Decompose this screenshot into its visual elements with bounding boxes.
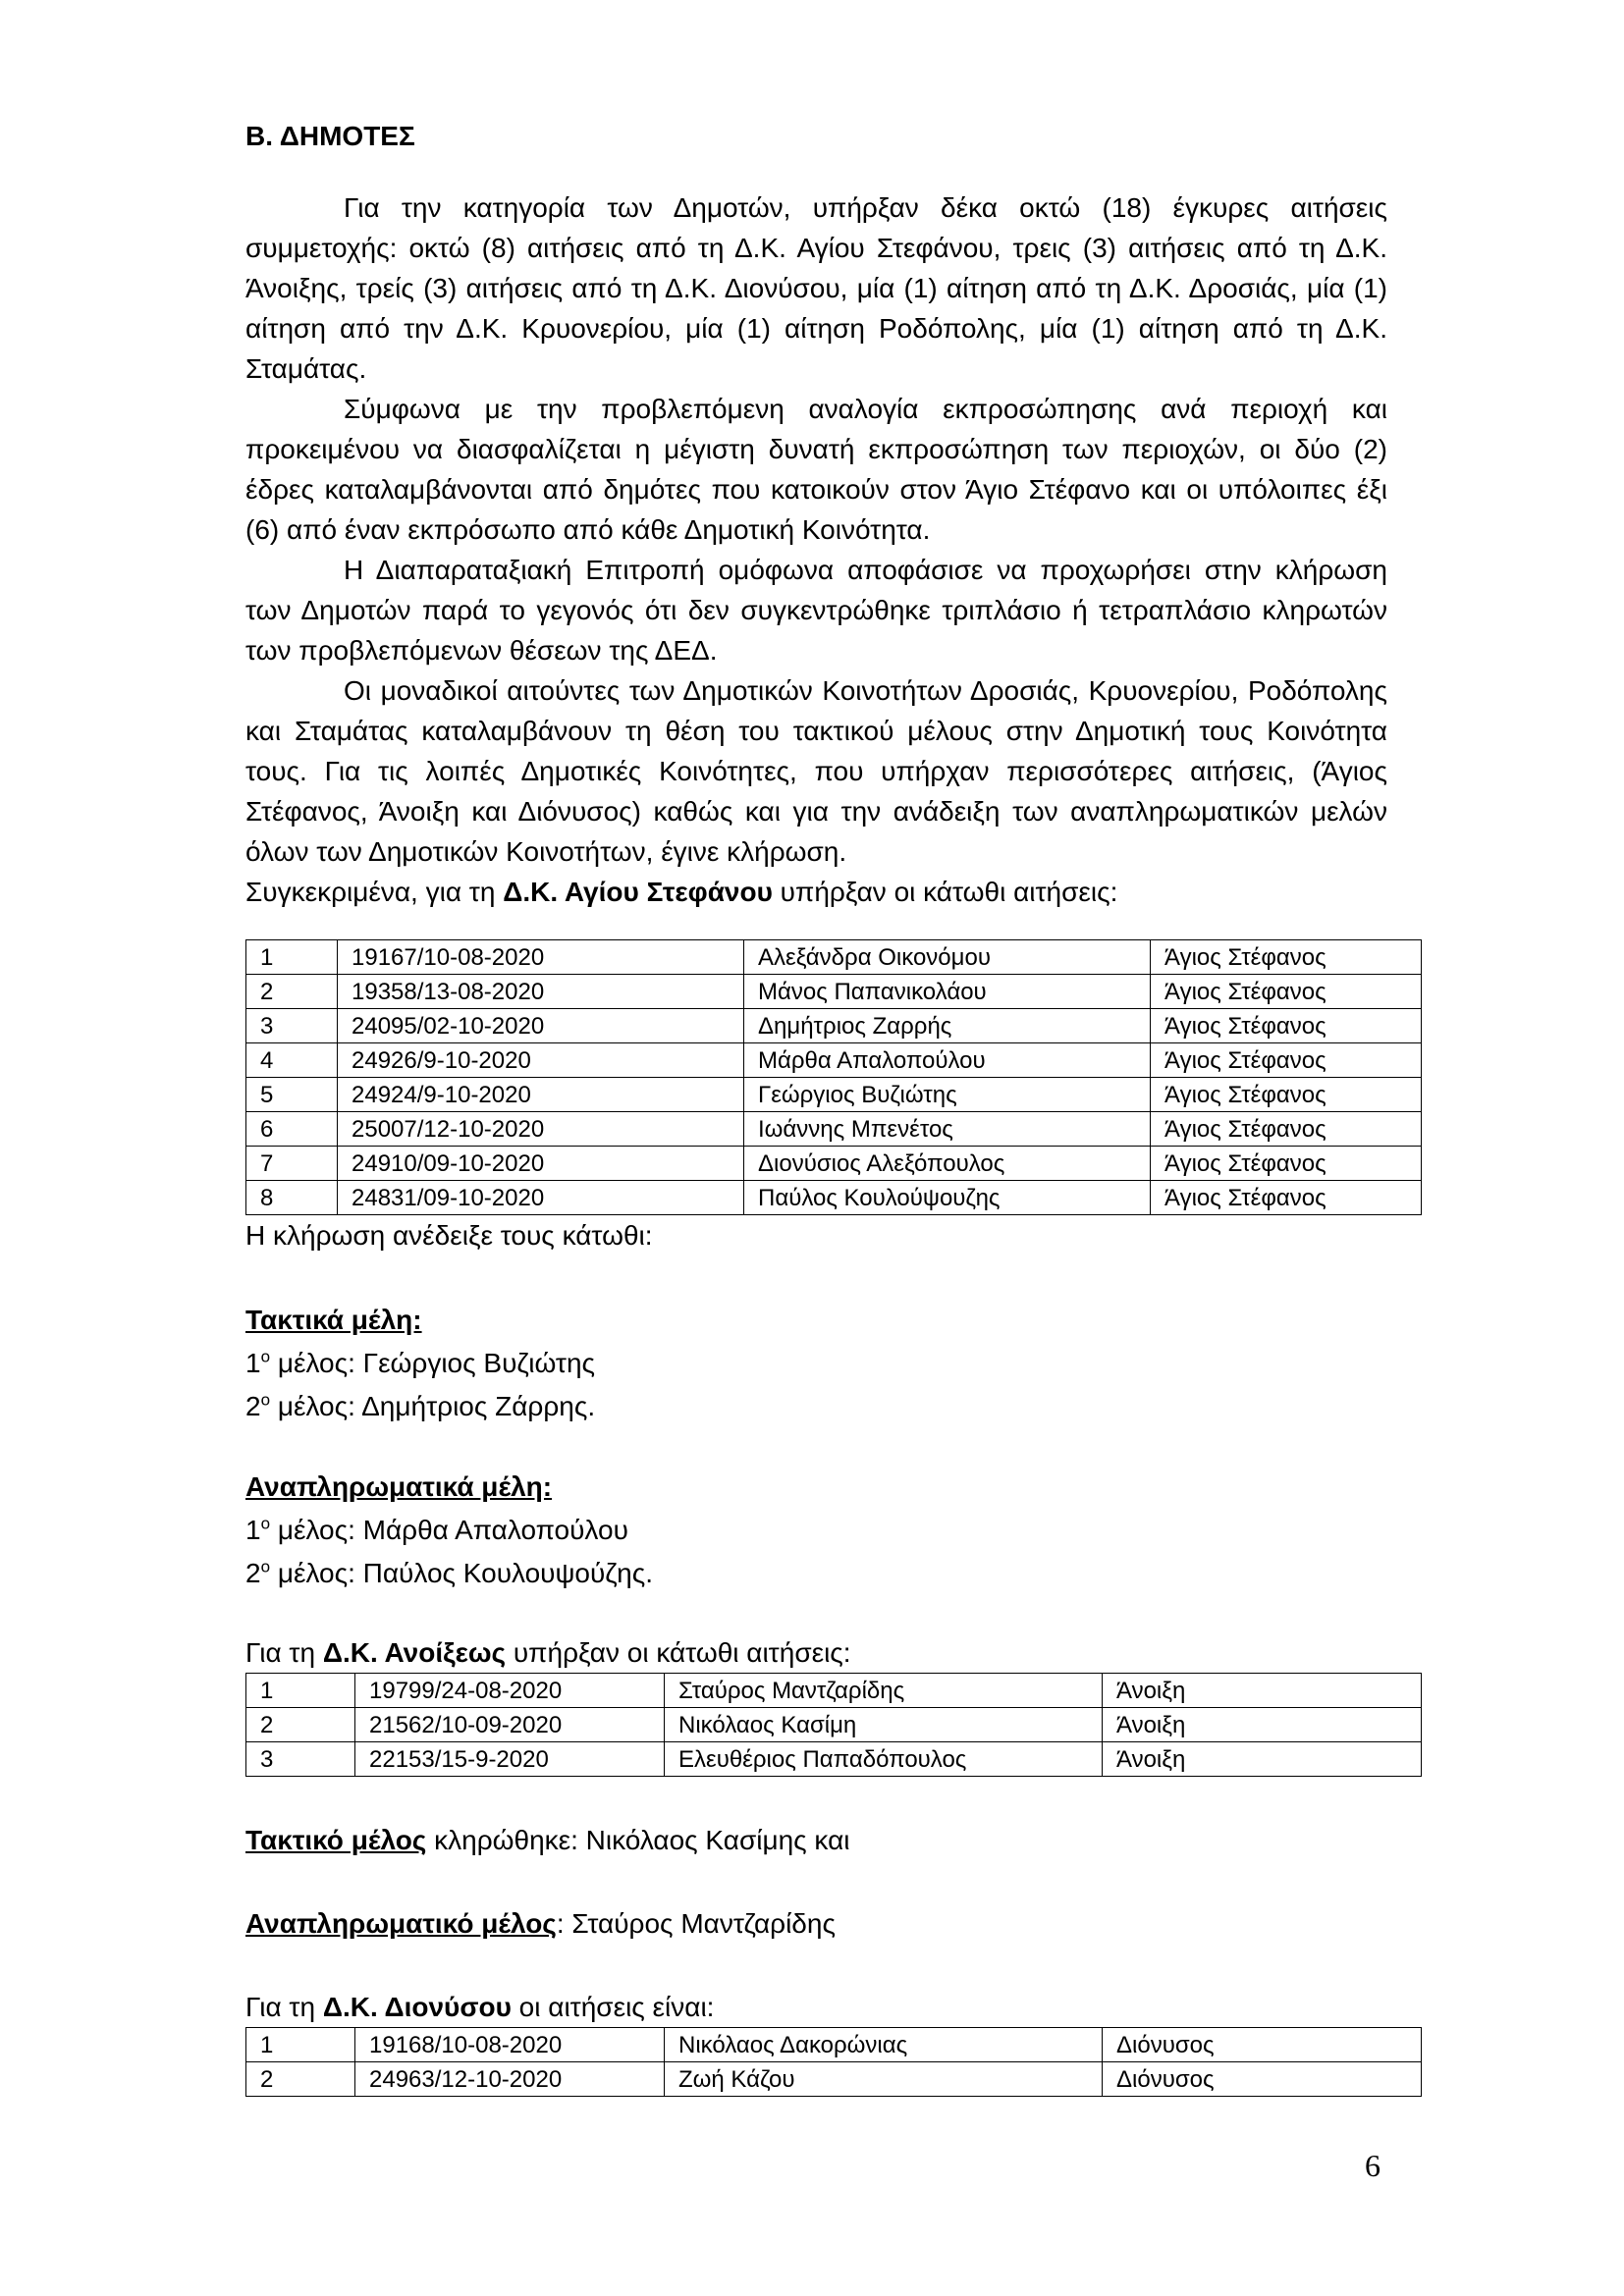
applicant-name-cell: Μάρθα Απαλοπούλου xyxy=(744,1043,1151,1078)
protocol-number-cell: 19168/10-08-2020 xyxy=(355,2028,665,2062)
protocol-number-cell: 21562/10-09-2020 xyxy=(355,1708,665,1742)
row-number-cell: 8 xyxy=(246,1181,338,1215)
member-ordinal: 1 xyxy=(245,1348,261,1378)
agios-applications-table xyxy=(245,939,1422,1215)
member-ordinal: 2 xyxy=(245,1558,261,1588)
member-line xyxy=(245,1509,1387,1552)
anoixi-intro-post: υπήρξαν οι κάτωθι αιτήσεις: xyxy=(506,1637,851,1668)
dionysos-intro-pre: Για τη xyxy=(245,1992,323,2022)
paragraph: Σύμφωνα με την προβλεπόμενη αναλογία εκπροσώπησης ανά περιοχή και προκειμένου να διασφαλίζεται η μέγιστη δυνατή εκπροσώπηση των περιοχών, οι δύο (2) έδρες καταλαμβάνονται από δημότες που κατοικούν στον Άγιο Στέφανο και οι υπόλοιπες έξι (6) από έναν εκπρόσωπο από κάθε Δημοτική Κοινότητα. xyxy=(245,394,1387,545)
paragraph: Οι μοναδικοί αιτούντες των Δημοτικών Κοινοτήτων Δροσιάς, Κρυονερίου, Ροδόπολης και Σταμάτας καταλαμβάνουν τη θέση του τακτικού μέλους στην Δημοτική τους Κοινότητα τους. Για τις λοιπές Δημοτικές Κοινότητες, που υπήρχαν περισσότερες αιτήσεις, (Άγιος Στέφανος, Άνοιξη και Διόνυσος) καθώς και για την ανάδειξη των αναπληρωματικών μελών όλων των Δημοτικών Κοινοτήτων, έγινε κλήρωση. xyxy=(245,675,1387,867)
protocol-number-cell: 19167/10-08-2020 xyxy=(338,940,744,975)
dionysos-intro-bold: Δ.Κ. Διονύσου xyxy=(322,1992,512,2022)
protocol-number-cell: 19799/24-08-2020 xyxy=(355,1674,665,1708)
anoixi-regular-line xyxy=(245,1820,1387,1860)
anoixi-intro-pre: Για τη xyxy=(245,1637,323,1668)
community-cell: Άγιος Στέφανος xyxy=(1151,1147,1422,1181)
ordinal-suffix: ο xyxy=(260,1390,271,1410)
protocol-number-cell: 19358/13-08-2020 xyxy=(338,975,744,1009)
table-row xyxy=(246,1112,1422,1147)
row-number-cell: 1 xyxy=(246,940,338,975)
applicant-name-cell: Γεώργιος Βυζιώτης xyxy=(744,1078,1151,1112)
table-row xyxy=(246,975,1422,1009)
applicant-name-cell: Ιωάννης Μπενέτος xyxy=(744,1112,1151,1147)
row-number-cell: 3 xyxy=(246,1742,355,1777)
protocol-number-cell: 24924/9-10-2020 xyxy=(338,1078,744,1112)
member-line xyxy=(245,1552,1387,1595)
table-row xyxy=(246,1043,1422,1078)
anoixi-regular-label: Τακτικό μέλος xyxy=(245,1825,427,1855)
table-row xyxy=(246,1147,1422,1181)
applicant-name-cell: Νικόλαος Δακορώνιας xyxy=(665,2028,1103,2062)
anoixi-intro-bold: Δ.Κ. Ανοίξεως xyxy=(322,1637,507,1668)
table-row xyxy=(246,1009,1422,1043)
row-number-cell: 1 xyxy=(246,2028,355,2062)
anoixi-alternate-text: : Σταύρος Μαντζαρίδης xyxy=(556,1908,836,1939)
regular-members-label-text: Τακτικά μέλη: xyxy=(245,1305,422,1335)
community-cell: Διόνυσος xyxy=(1103,2062,1422,2097)
table-row xyxy=(246,940,1422,975)
draw-result-text: Η κλήρωση ανέδειξε τους κάτωθι: xyxy=(245,1220,653,1251)
table-row xyxy=(246,1181,1422,1215)
alternate-members-label xyxy=(245,1466,1387,1509)
page-content xyxy=(245,116,1387,2097)
member-ordinal: 2 xyxy=(245,1391,261,1421)
anoixi-applications-table xyxy=(245,1673,1422,1777)
dionysos-intro xyxy=(245,1987,1387,2027)
community-cell: Άνοιξη xyxy=(1103,1674,1422,1708)
applicant-name-cell: Μάνος Παπανικολάου xyxy=(744,975,1151,1009)
applicant-name-cell: Ζωή Κάζου xyxy=(665,2062,1103,2097)
community-cell: Άνοιξη xyxy=(1103,1742,1422,1777)
applicant-name-cell: Σταύρος Μαντζαρίδης xyxy=(665,1674,1103,1708)
row-number-cell: 6 xyxy=(246,1112,338,1147)
member-text: μέλος: Δημήτριος Ζάρρης. xyxy=(270,1391,596,1421)
member-text: μέλος: Μάρθα Απαλοπούλου xyxy=(270,1515,628,1545)
dionysos-intro-post: οι αιτήσεις είναι: xyxy=(511,1992,715,2022)
applicant-name-cell: Παύλος Κουλούψουζης xyxy=(744,1181,1151,1215)
protocol-number-cell: 24910/09-10-2020 xyxy=(338,1147,744,1181)
ordinal-suffix: ο xyxy=(260,1557,271,1576)
alternate-members-label-text: Αναπληρωματικά μέλη: xyxy=(245,1471,553,1502)
community-cell: Άγιος Στέφανος xyxy=(1151,1181,1422,1215)
protocol-number-cell: 24831/09-10-2020 xyxy=(338,1181,744,1215)
dionysos-applications-table xyxy=(245,2027,1422,2097)
community-cell: Άγιος Στέφανος xyxy=(1151,1009,1422,1043)
section-heading: Β. ΔΗΜΟΤΕΣ xyxy=(245,121,415,151)
protocol-number-cell: 24926/9-10-2020 xyxy=(338,1043,744,1078)
row-number-cell: 2 xyxy=(246,2062,355,2097)
applicant-name-cell: Διονύσιος Αλεξόπουλος xyxy=(744,1147,1151,1181)
protocol-number-cell: 22153/15-9-2020 xyxy=(355,1742,665,1777)
agios-intro-post: υπήρξαν οι κάτωθι αιτήσεις: xyxy=(772,877,1118,907)
community-cell: Άγιος Στέφανος xyxy=(1151,940,1422,975)
page-number: 6 xyxy=(1365,2148,1380,2183)
ordinal-suffix: ο xyxy=(260,1514,271,1533)
community-cell: Άγιος Στέφανος xyxy=(1151,1078,1422,1112)
row-number-cell: 1 xyxy=(246,1674,355,1708)
table-row xyxy=(246,2062,1422,2097)
protocol-number-cell: 25007/12-10-2020 xyxy=(338,1112,744,1147)
community-cell: Διόνυσος xyxy=(1103,2028,1422,2062)
row-number-cell: 5 xyxy=(246,1078,338,1112)
community-cell: Άγιος Στέφανος xyxy=(1151,1112,1422,1147)
table-row xyxy=(246,1708,1422,1742)
regular-members-label xyxy=(245,1299,1387,1342)
anoixi-alternate-label: Αναπληρωματικό μέλος xyxy=(245,1908,557,1939)
paragraph: Η Διαπαραταξιακή Επιτροπή ομόφωνα αποφάσισε να προχωρήσει στην κλήρωση των Δημοτών παρά το γεγονός ότι δεν συγκεντρώθηκε τριπλάσιο ή τετραπλάσιο κληρωτών των προβλεπόμενων θέσεων της ΔΕΔ. xyxy=(245,555,1387,666)
agios-intro xyxy=(245,872,1387,912)
applicant-name-cell: Ελευθέριος Παπαδόπουλος xyxy=(665,1742,1103,1777)
community-cell: Άγιος Στέφανος xyxy=(1151,975,1422,1009)
table-row xyxy=(246,1674,1422,1708)
row-number-cell: 2 xyxy=(246,1708,355,1742)
ordinal-suffix: ο xyxy=(260,1347,271,1366)
anoixi-regular-text: κληρώθηκε: Νικόλαος Κασίμης και xyxy=(426,1825,850,1855)
table-row xyxy=(246,2028,1422,2062)
row-number-cell: 7 xyxy=(246,1147,338,1181)
anoixi-alternate-line xyxy=(245,1903,1387,1944)
member-line xyxy=(245,1385,1387,1428)
community-cell: Άνοιξη xyxy=(1103,1708,1422,1742)
table-row xyxy=(246,1742,1422,1777)
member-ordinal: 1 xyxy=(245,1515,261,1545)
row-number-cell: 2 xyxy=(246,975,338,1009)
protocol-number-cell: 24095/02-10-2020 xyxy=(338,1009,744,1043)
applicant-name-cell: Αλεξάνδρα Οικονόμου xyxy=(744,940,1151,975)
community-cell: Άγιος Στέφανος xyxy=(1151,1043,1422,1078)
row-number-cell: 4 xyxy=(246,1043,338,1078)
paragraph: Για την κατηγορία των Δημοτών, υπήρξαν δέκα οκτώ (18) έγκυρες αιτήσεις συμμετοχής: οκτώ (8) αιτήσεις από τη Δ.Κ. Αγίου Στεφάνου, τρεις (3) αιτήσεις από τη Δ.Κ. Άνοιξης, τρείς (3) αιτήσεις από τη Δ.Κ. Διονύσου, μία (1) αίτηση από τη Δ.Κ. Δροσιάς, μία (1) αίτηση από την Δ.Κ. Κρυονερίου, μία (1) αίτηση Ροδόπολης, μία (1) αίτηση από τη Δ.Κ. Σταμάτας. xyxy=(245,192,1387,384)
member-text: μέλος: Γεώργιος Βυζιώτης xyxy=(270,1348,596,1378)
table-row xyxy=(246,1078,1422,1112)
member-text: μέλος: Παύλος Κουλουψούζης. xyxy=(270,1558,653,1588)
applicant-name-cell: Δημήτριος Ζαρρής xyxy=(744,1009,1151,1043)
anoixi-intro xyxy=(245,1632,1387,1673)
member-line xyxy=(245,1342,1387,1385)
protocol-number-cell: 24963/12-10-2020 xyxy=(355,2062,665,2097)
agios-intro-bold: Δ.Κ. Αγίου Στεφάνου xyxy=(503,877,773,907)
agios-intro-pre: Συγκεκριμένα, για τη xyxy=(245,877,504,907)
row-number-cell: 3 xyxy=(246,1009,338,1043)
applicant-name-cell: Νικόλαος Κασίμη xyxy=(665,1708,1103,1742)
